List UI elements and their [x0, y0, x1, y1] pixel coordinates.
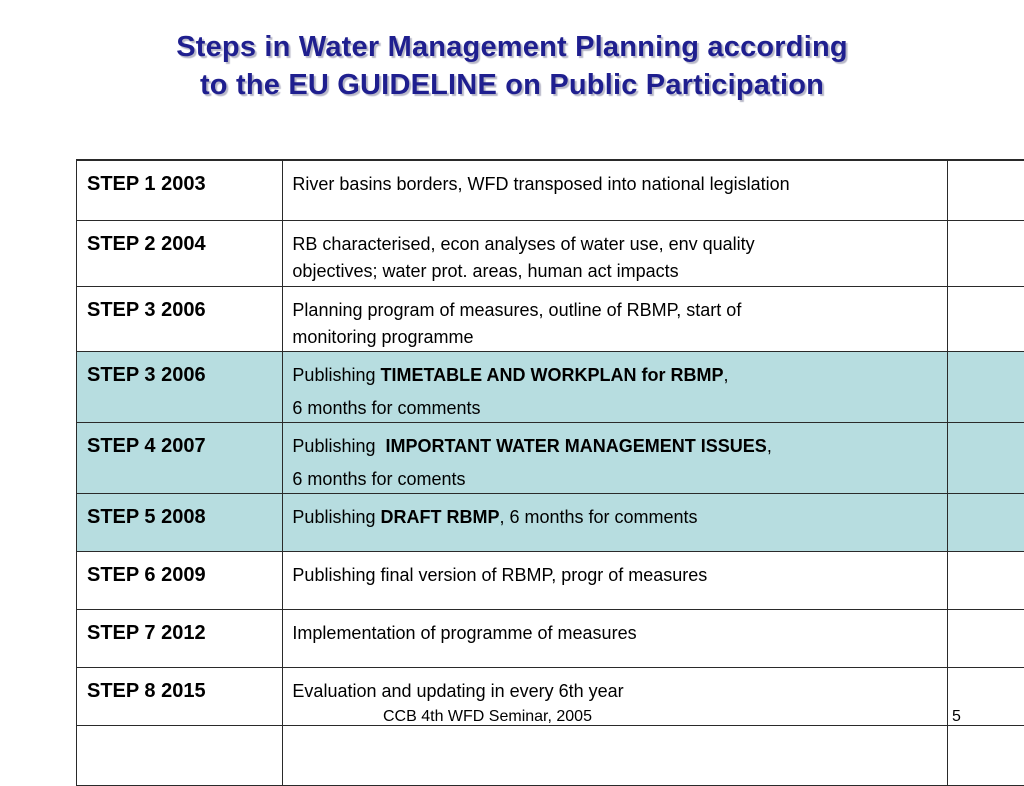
- step-label: STEP 4 2007: [77, 422, 283, 493]
- empty-cell: [283, 725, 947, 785]
- description-line: 6 months for coments: [292, 466, 938, 493]
- description-line: Planning program of measures, outline of RBMP, start of: [292, 297, 938, 324]
- table-row-highlighted: [77, 351, 1024, 422]
- table-row: [77, 160, 1024, 220]
- description-text: Implementation of programme of measures: [292, 620, 938, 647]
- empty-cell: [947, 422, 1024, 493]
- description-suffix: , 6 months for comments: [499, 507, 697, 527]
- step-label: STEP 3 2006: [77, 351, 283, 422]
- description-suffix: ,: [723, 365, 728, 385]
- description-emphasis: IMPORTANT WATER MANAGEMENT ISSUES: [385, 436, 766, 456]
- table-row: [77, 609, 1024, 667]
- step-description: [283, 286, 947, 351]
- description-line: [292, 362, 938, 389]
- description-prefix: Publishing: [292, 436, 385, 456]
- steps-table: [76, 159, 1024, 786]
- empty-cell: [77, 725, 283, 785]
- step-label: STEP 5 2008: [77, 493, 283, 551]
- step-label: STEP 2 2004: [77, 220, 283, 286]
- step-description: [283, 351, 947, 422]
- description-prefix: Publishing: [292, 365, 380, 385]
- description-prefix: Publishing: [292, 507, 380, 527]
- empty-cell: [947, 551, 1024, 609]
- table-row: [77, 551, 1024, 609]
- step-description: [283, 422, 947, 493]
- description-line: [292, 433, 938, 460]
- empty-cell: [947, 609, 1024, 667]
- step-description: [283, 493, 947, 551]
- table-row: [77, 220, 1024, 286]
- step-description: [283, 160, 947, 220]
- step-label: STEP 3 2006: [77, 286, 283, 351]
- description-emphasis: DRAFT RBMP: [380, 507, 499, 527]
- step-label: STEP 8 2015: [77, 667, 283, 725]
- description-text: Publishing final version of RBMP, progr of measures: [292, 562, 938, 589]
- empty-cell: [947, 220, 1024, 286]
- empty-cell: [947, 493, 1024, 551]
- description-text: Evaluation and updating in every 6th year: [292, 678, 938, 705]
- step-description: [283, 609, 947, 667]
- page-number: 5: [952, 708, 961, 726]
- title-line-2: to the EU GUIDELINE on Public Participation: [0, 66, 1024, 104]
- description-line: monitoring programme: [292, 324, 938, 351]
- description-suffix: ,: [767, 436, 772, 456]
- footer-text: CCB 4th WFD Seminar, 2005: [383, 708, 592, 726]
- description-line: 6 months for comments: [292, 395, 938, 422]
- table-row-highlighted: [77, 422, 1024, 493]
- step-description: [283, 551, 947, 609]
- table-row-highlighted: [77, 493, 1024, 551]
- table-row-empty: [77, 725, 1024, 785]
- empty-cell: [947, 725, 1024, 785]
- title-line-1: Steps in Water Management Planning according: [0, 28, 1024, 66]
- step-description: [283, 220, 947, 286]
- slide-title: [0, 28, 1024, 104]
- table-row: [77, 286, 1024, 351]
- description-line: [292, 504, 938, 531]
- step-label: STEP 7 2012: [77, 609, 283, 667]
- description-emphasis: TIMETABLE AND WORKPLAN for RBMP: [380, 365, 723, 385]
- empty-cell: [947, 286, 1024, 351]
- empty-cell: [947, 351, 1024, 422]
- description-line: objectives; water prot. areas, human act impacts: [292, 258, 938, 285]
- description-text: River basins borders, WFD transposed into national legislation: [292, 171, 938, 198]
- description-line: RB characterised, econ analyses of water use, env quality: [292, 231, 938, 258]
- step-label: STEP 1 2003: [77, 160, 283, 220]
- step-label: STEP 6 2009: [77, 551, 283, 609]
- empty-cell: [947, 160, 1024, 220]
